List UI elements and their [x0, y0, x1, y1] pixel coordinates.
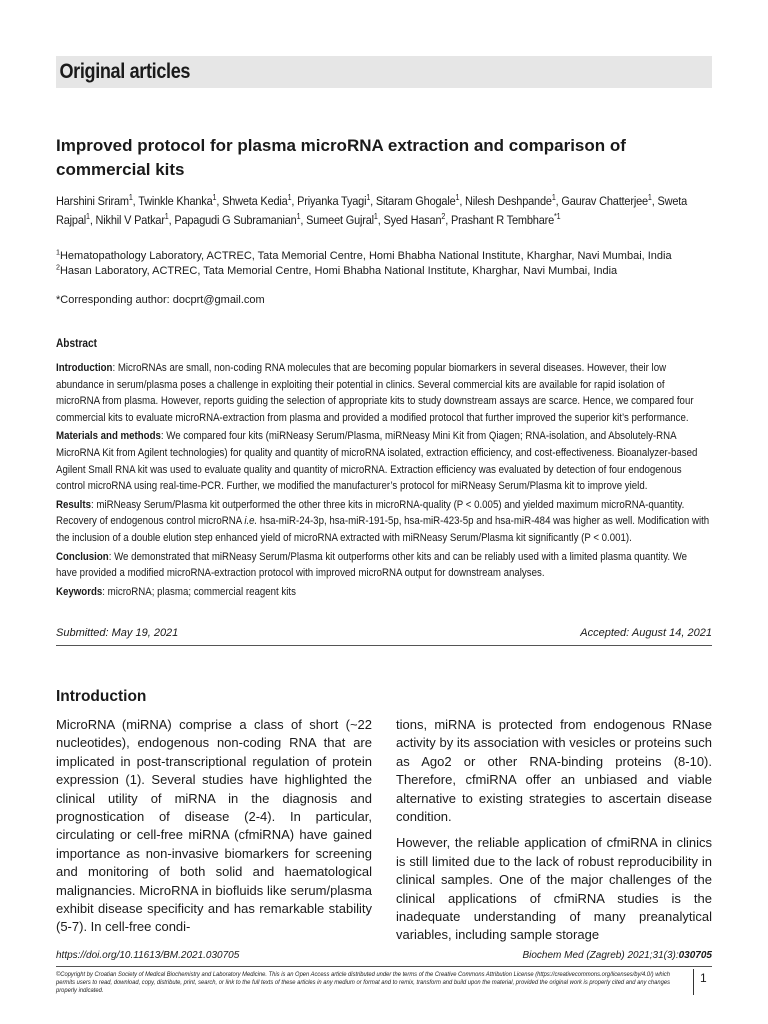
author-name: Shweta Kedia	[222, 194, 288, 208]
abstract-conclusion: Conclusion: We demonstrated that miRNeasy Serum/Plasma kit outperforms other kits and can be reliably used with a limited plasma quantity. We have provided a modified microRNA-extraction protocol with improved microRNA output for downstream analyses.	[56, 550, 688, 580]
footer-divider	[56, 966, 712, 967]
page-footer	[56, 950, 712, 964]
author-list: Harshini Sriram$^1$, Twinkle Khanka$^1$, Shweta Kedia$^1$, Priyanka Tyagi$^1$, Sitaram Ghogale$^1$, Nilesh Deshpande$^1$, Gaurav Chatterjee$^1$, Sweta Rajpal$^1$, Nikhil V Patkar$^1$, Papagudi G Subramanian$^1$, Sumeet Gujral$^1$, Syed Hasan$^2$, Prashant R Tembhare$^{*1}$	[56, 192, 688, 227]
page-number: 1	[700, 971, 707, 985]
affiliation-2: $^2$Hasan Laboratory, ACTREC, Tata Memorial Centre, Homi Bhabha National Institute, Kharghar, Navi Mumbai, India	[56, 263, 618, 277]
body-paragraph: MicroRNA (miRNA) comprise a class of short (~22 nucleotides), endogenous non-coding RNA that are implicated in post-transcriptional regulation of protein expression (1). Several studies have highlighted the clinical utility of miRNA in the diagnosis and prognostication of disease (2-4). In particular, circulating or cell-free miRNA (cfmiRNA) have gained importance as non-invasive biomarkers for screening and monitoring of both solid and haematological malignancies. MicroRNA in biofluids like serum/plasma exhibit disease specificity and has remarkable stability (5-7). In cell-free condi-	[56, 717, 372, 935]
doi-link[interactable]: https://doi.org/10.11613/BM.2021.030705	[56, 950, 240, 961]
corresponding-author: *Corresponding author: docprt@gmail.com	[56, 294, 265, 306]
author-affiliation-mark: 1	[296, 211, 301, 221]
body-paragraph: However, the reliable application of cfmiRNA in clinics is still limited due to the lack of robust reproducibility in clinical samples. One of the major challenges of the clinical applications of cfmiRNA studies is the inadequate understanding of many preanalytical variables, including sample storage	[396, 835, 712, 943]
page-number-bar	[693, 969, 694, 995]
abstract-introduction: Introduction: MicroRNAs are small, non-coding RNA molecules that are becoming popular biomarkers in several diseases. However, their low abundance in serum/plasma poses a challenge in exploiting their potential in clinics. Several commercial kits are available for rapid isolation of microRNA from plasma. However, reports guiding the selection of appropriate kits to study downstream assays are scarce. Hence, we compared four commercial kits to evaluate microRNA-extraction from plasma and provided a modified protocol that further improved the superior kit’s performance.	[56, 362, 694, 424]
author-affiliation-mark: 2	[441, 211, 446, 221]
author-affiliation-mark: *1	[554, 211, 561, 221]
author-affiliation-mark: 1	[551, 192, 556, 202]
author-affiliation-mark: 1	[287, 192, 292, 202]
affiliations	[56, 249, 736, 279]
author-name: Nilesh Deshpande	[465, 194, 552, 208]
author-name: Priyanka Tyagi	[297, 194, 367, 208]
author-name: Prashant R Tembhare	[450, 213, 555, 227]
author-name: Harshini Sriram	[56, 194, 129, 208]
title-line-2: commercial kits	[56, 160, 185, 179]
body-column-right	[396, 716, 712, 953]
abstract-heading: Abstract	[56, 338, 98, 350]
abstract-methods: Materials and methods: We compared four kits (miRNeasy Serum/Plasma, miRNeasy Mini Kit from Qiagen; RNA-isolation, and Absolutely-RNA MicroRNA Kit from Agilent technologies) for quality and quantity of microRNA isolated, extraction efficiency, and cost-effectiveness. Bioanalyzer-based Agilent Small RNA kit was used to evaluate quality and quantity of microRNA. Extraction efficiency was evaluated by detection of four endogenous control microRNA using real-time-PCR. Further, we modified the manufacturer’s protocol for miRNeasy Serum/Plasma kit to improve yield.	[56, 430, 698, 493]
introduction-heading: Introduction	[56, 688, 147, 705]
author-affiliation-mark: 1	[366, 192, 371, 202]
section-label: Original articles	[59, 60, 191, 83]
author-name: Syed Hasan	[383, 213, 442, 227]
journal-citation: Biochem Med (Zagreb) 2021;31(3):030705	[522, 950, 712, 961]
author-affiliation-mark: 1	[647, 192, 652, 202]
abstract-results: Results: miRNeasy Serum/Plasma kit outperformed the other three kits in microRNA-quality (P < 0.005) and yielded maximum microRNA-quantity. Recovery of endogenous control microRNA i.e. hsa-miR-24-3p, hsa-miR-191-5p, hsa-miR-423-5p and hsa-miR-484 was higher as well. Modification with the inclusion of a double elution step enhanced yield of microRNA extracted with miRNeasy Serum/Plasma kit significantly (P < 0.001).	[56, 498, 710, 544]
author-name: Sweta Rajpal	[56, 194, 688, 227]
affiliation-1: $^1$Hematopathology Laboratory, ACTREC, Tata Memorial Centre, Homi Bhabha National Institute, Kharghar, Navi Mumbai, India	[56, 248, 672, 262]
author-affiliation-mark: 1	[128, 192, 133, 202]
section-band	[56, 56, 712, 88]
author-name: Papagudi G Subramanian	[174, 213, 297, 227]
abstract-keywords: Keywords: microRNA; plasma; commercial reagent kits	[56, 585, 296, 598]
copyright-notice: ©Copyright by Croatian Society of Medical Biochemistry and Laboratory Medicine. This is an Open Access article distributed under the terms of the Creative Commons Attribution License (https://creativecommons.org/licenses/by/4.0/) which permits users to read, download, copy, distribute, print, search, or link to the full texts of these articles in any medium or format and to remix, transform and build upon the material, provided the original work is properly cited and any changes properly indicated.	[56, 971, 671, 994]
dates-divider	[56, 645, 712, 646]
author-affiliation-mark: 1	[86, 211, 90, 221]
author-affiliation-mark: 1	[455, 192, 460, 202]
author-name: Sumeet Gujral	[306, 213, 374, 227]
author-affiliation-mark: 1	[373, 211, 378, 221]
author-affiliation-mark: 1	[212, 192, 217, 202]
accepted-date: Accepted: August 14, 2021	[580, 627, 712, 639]
body-column-left	[56, 716, 372, 945]
body-paragraph: tions, miRNA is protected from endogenous RNase activity by its association with vesicles or proteins such as Ago2 or other RNA-binding proteins (8-10). Therefore, cfmiRNA offer an unbiased and viable alternative to existing strategies to ascertain disease condition.	[396, 717, 712, 825]
author-name: Sitaram Ghogale	[375, 194, 456, 208]
author-affiliation-mark: 1	[164, 211, 169, 221]
author-name: Nikhil V Patkar	[95, 213, 165, 227]
title-line-1: Improved protocol for plasma microRNA extraction and comparison of	[56, 136, 626, 155]
abstract-body	[56, 360, 711, 602]
author-name: Gaurav Chatterjee	[561, 194, 648, 208]
article-title	[56, 134, 696, 182]
article-dates	[56, 627, 712, 643]
author-name: Twinkle Khanka	[138, 194, 213, 208]
submitted-date: Submitted: May 19, 2021	[56, 627, 179, 639]
